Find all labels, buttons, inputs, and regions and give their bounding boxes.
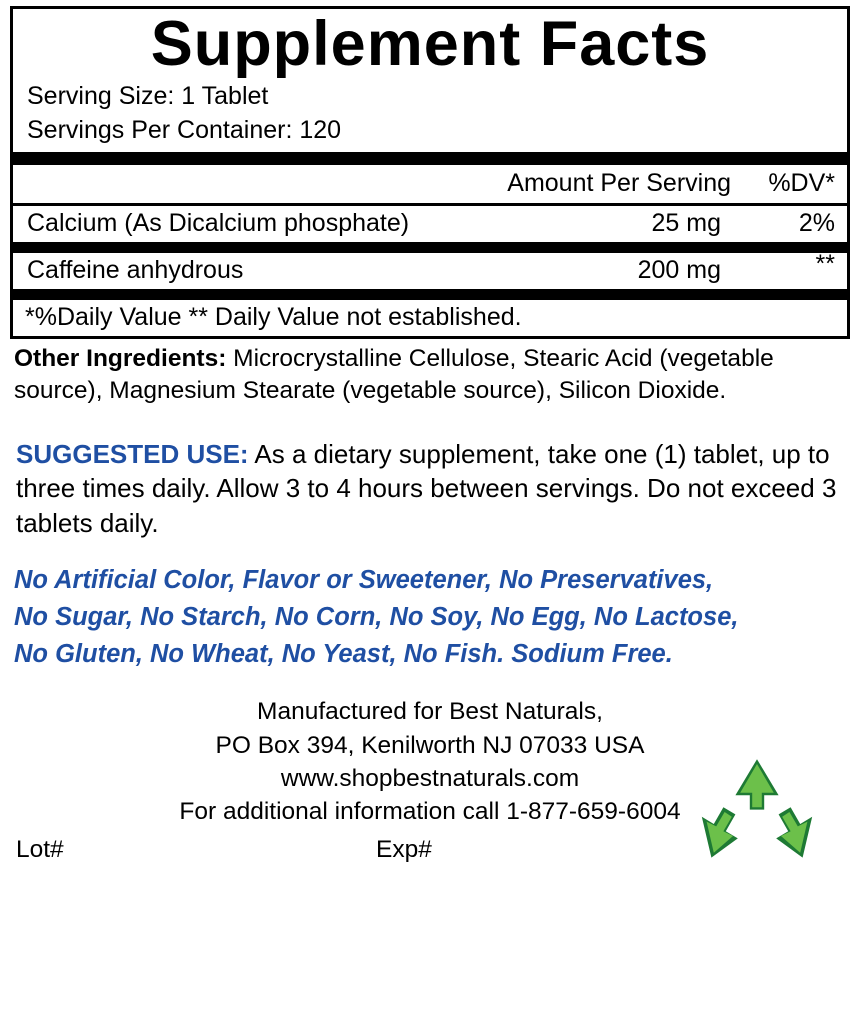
- recycle-icon: [682, 752, 832, 872]
- other-ingredients-label: Other Ingredients:: [14, 345, 227, 372]
- exp-label: Exp#: [376, 835, 432, 863]
- divider-med-1: [13, 242, 847, 253]
- divider-med-2: [13, 289, 847, 300]
- footer: [8, 673, 852, 866]
- suggested-use: [8, 407, 852, 541]
- nutrient-name: Caffeine anhydrous: [27, 256, 244, 284]
- nutrient-amount: 200 mg: [637, 256, 721, 284]
- phone-line: For additional information call 1-877-659-6004: [179, 798, 681, 826]
- table-header-row: [13, 165, 847, 203]
- nutrient-dv: **: [815, 250, 835, 278]
- servings-per-container: Servings Per Container: 120: [27, 116, 342, 144]
- free-from-claims: [8, 540, 852, 673]
- lot-label: Lot#: [16, 835, 64, 863]
- website-line[interactable]: www.shopbestnaturals.com: [280, 764, 580, 792]
- address-line: PO Box 394, Kenilworth NJ 07033 USA: [215, 731, 645, 759]
- supplement-facts-title: Supplement Facts: [150, 9, 710, 79]
- divider-thick-top: [13, 152, 847, 165]
- claims-line-3: No Gluten, No Wheat, No Yeast, No Fish. Sodium Free.: [14, 640, 673, 669]
- header-percent-dv: %DV*: [768, 169, 835, 197]
- claims-line-1: No Artificial Color, Flavor or Sweetener, No Preservatives,: [14, 566, 714, 595]
- nutrient-dv: 2%: [798, 209, 835, 237]
- daily-value-footnote: *%Daily Value ** Daily Value not established.: [25, 303, 522, 331]
- nutrient-name: Calcium (As Dicalcium phosphate): [27, 209, 410, 237]
- supplement-facts-panel: [10, 6, 850, 339]
- other-ingredients-text: Microcrystalline Cellulose, Stearic Acid (vegetable source), Magnesium Stearate (vegetable source), Silicon Dioxide.: [14, 345, 774, 404]
- suggested-use-text: As a dietary supplement, take one (1) tablet, up to three times daily. Allow 3 to 4 hours between servings. Do not exceed 3 tablets daily.: [16, 438, 837, 538]
- header-amount-per-serving: Amount Per Serving: [507, 169, 731, 197]
- suggested-use-label: SUGGESTED USE:: [16, 438, 249, 469]
- other-ingredients: [8, 339, 852, 407]
- manufacturer-line: Manufactured for Best Naturals,: [257, 698, 603, 726]
- claims-line-2: No Sugar, No Starch, No Corn, No Soy, No Egg, No Lactose,: [14, 603, 739, 632]
- nutrient-amount: 25 mg: [651, 209, 721, 237]
- table-row: [13, 250, 847, 289]
- table-row: [13, 206, 847, 242]
- serving-size: Serving Size: 1 Tablet: [27, 82, 269, 110]
